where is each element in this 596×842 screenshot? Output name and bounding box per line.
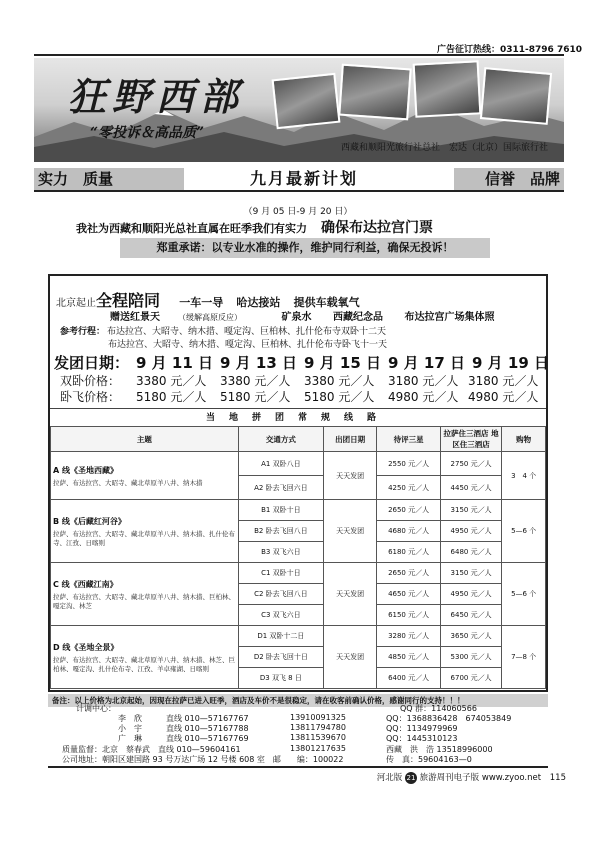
gift-label: 赠送红景天 [110,312,160,323]
table-row [51,500,546,521]
company-address: 公司地址：朝阳区建国路 93 号万达广场 12 号楼 608 室 邮 编：100022 [62,755,344,764]
col-3star: 待评三星 [377,427,440,452]
route-description: 拉萨、布达拉宫、大昭寺、藏北草原羊八井、纳木措、扎什伦布寺、江孜、日喀则 [53,529,235,547]
transport-cell: D2 卧去飞回十日 [238,647,323,668]
claim-text: 我社为西藏和顺阳光总社直属在旺季我们有实力 [76,222,307,235]
transport-cell: D1 双卧十二日 [238,626,323,647]
ref-text-1: 布达拉宫、大昭寺、纳木措、嘎定沟、巨柏林、扎什伦布寺双卧十二天 [107,327,387,337]
contact-name: 广 琳 [118,734,142,743]
page-footer [377,771,566,784]
feature-3: 提供车载氧气 [293,296,360,309]
table-header-row [51,427,546,452]
quality-supervisor: 质量监督：北京 蔡春武 直线 010—59604161 [62,745,241,754]
price-3star-cell: 3280 元／人 [377,626,440,647]
transport-cell: B3 双飞六日 [238,542,323,563]
agency-names: 西藏和顺阳光旅行社总社 宏达（北京）国际旅行社 [340,143,548,153]
top-divider [34,54,564,56]
date-cell: 9 月 19 日 [472,354,549,372]
date-range: （9 月 05 日-9 月 20 日） [243,207,353,217]
route-name: D 线《圣地全景》 [53,642,119,652]
contact-tel: 直线 010—57167767 [166,714,249,723]
sleeper-flight-prices [60,388,544,405]
tour-start: 北京起止 [56,298,96,309]
fax: 传 真：59604163—0 [386,755,472,764]
price-3star-cell: 4680 元／人 [377,521,440,542]
route-description: 拉萨、布达拉宫、大昭寺、藏北草原羊八井、纳木措、林芝、巨柏林、嘎定沟、扎什伦布寺、江孜、羊卓雍湖、日喀则 [53,655,235,673]
brand-title: 狂野西部 [68,74,245,119]
contact-name: 小 宇 [118,724,142,733]
tibet-contact: 西藏 洪 浩 13518996000 [386,745,493,754]
price-cell: 3180 元／人 [468,374,539,388]
banner [34,58,564,162]
bottom-divider [48,766,548,768]
double-sleeper-prices [60,372,544,389]
price-3star-cell: 4250 元／人 [377,476,440,500]
price-hotel-cell: 6450 元／人 [440,605,501,626]
center-label: 计调中心： [76,704,116,713]
price-hotel-cell: 4950 元／人 [440,584,501,605]
contact-tel: 直线 010—57167769 [166,734,249,743]
ad-hotline: 广告征订热线：0311-8796 7610 [436,45,582,55]
price-3star-cell: 6400 元／人 [377,668,440,689]
header-left: 实力 质量 [34,168,184,190]
ref-label: 参考行程： [60,327,106,337]
route-theme-cell [51,563,239,626]
route-theme-cell [51,626,239,689]
route-description: 拉萨、布达拉宫、大昭寺、藏北草原羊八井、纳木措 [53,478,203,487]
tour-name: 全程陪同 [96,291,161,310]
photo-2 [338,64,411,121]
page-title: 九月最新计划 [249,169,358,188]
price-cell: 5180 元／人 [220,390,291,404]
route-theme-cell [51,500,239,563]
route-theme-cell [51,452,239,500]
footer-url: www.zyoo.net [481,773,542,783]
contact-tel: 直线 010—57167788 [166,724,249,733]
routes-table [50,426,546,689]
route-description: 拉萨、布达拉宫、大昭寺、藏北草原羊八井、纳木措、巨柏林、嘎定沟、林芝 [53,592,235,610]
price-cell: 3380 元／人 [136,374,207,388]
note-bar: 备注：以上价格为北京起始，因现在拉萨已进入旺季，酒店及车价不是很稳定，请在收客前确认价格，感谢同行的支持！！！ [48,694,548,707]
routes-table-title: 当地拼团常规线路 [50,408,546,426]
featured-tour [50,276,549,408]
price-cell: 5180 元／人 [304,390,375,404]
contact-mobile: 13811794780 [290,723,346,732]
departure-cell: 天天发团 [323,563,376,626]
shopping-cell: 5—6 个 [502,500,546,563]
gift-4: 布达拉宫广场集体照 [404,312,495,323]
departure-cell: 天天发团 [323,626,376,689]
footer-publication: 旅游周刊电子版 [419,773,480,783]
flight-label: 卧飞价格： [60,390,121,404]
price-3star-cell: 2550 元／人 [377,452,440,476]
tour-box [48,274,548,692]
col-theme: 主题 [51,427,239,452]
price-hotel-cell: 3650 元／人 [440,626,501,647]
badge-icon: 21 [406,773,416,782]
col-shopping: 购物 [502,427,546,452]
page-number: 115 [549,773,566,783]
route-name: C 线《西藏江南》 [53,579,118,589]
price-cell: 3380 元／人 [220,374,291,388]
contact-qq: QQ：1445310123 [386,734,458,743]
price-hotel-cell: 3150 元／人 [440,500,501,521]
gift-note: （缓解高原反应） [178,313,242,322]
dates-label: 发团日期： [54,354,130,372]
photo-collage [274,62,554,134]
table-row [51,626,546,647]
date-cell: 9 月 11 日 [136,354,213,372]
price-hotel-cell: 6480 元／人 [440,542,501,563]
transport-cell: B2 卧去飞回八日 [238,521,323,542]
price-3star-cell: 4650 元／人 [377,584,440,605]
price-cell: 5180 元／人 [136,390,207,404]
ref-itinerary-2: 布达拉宫、大昭寺、纳木措、嘎定沟、巨柏林、扎什伦布寺卧飞十一天 [108,340,388,350]
route-name: A 线《圣地西藏》 [53,465,118,475]
contact-mobile: 13910091325 [290,713,346,722]
transport-cell: B1 双卧十日 [238,500,323,521]
date-cell: 9 月 13 日 [220,354,297,372]
feature-1: 一车一导 [179,296,224,309]
contact-qq: QQ：1368836428 674053849 [386,714,512,723]
price-hotel-cell: 6700 元／人 [440,668,501,689]
price-3star-cell: 2650 元／人 [377,500,440,521]
transport-cell: D3 双飞 8 日 [238,668,323,689]
price-cell: 4980 元／人 [388,390,459,404]
transport-cell: C1 双卧十日 [238,563,323,584]
date-cell: 9 月 15 日 [304,354,381,372]
contact-qq: QQ：1134979969 [386,724,458,733]
shopping-cell: 5—6 个 [502,563,546,626]
price-3star-cell: 6150 元／人 [377,605,440,626]
claim-highlight: 确保布达拉宫门票 [321,220,433,236]
table-row [51,452,546,476]
transport-cell: C3 双飞六日 [238,605,323,626]
photo-1 [272,73,341,129]
route-name: B 线《后藏红河谷》 [53,516,126,526]
departure-dates [54,352,549,373]
price-hotel-cell: 4950 元／人 [440,521,501,542]
price-3star-cell: 2650 元／人 [377,563,440,584]
supervisor-mobile: 13801217635 [290,744,346,753]
price-cell: 3380 元／人 [304,374,375,388]
price-3star-cell: 6180 元／人 [377,542,440,563]
photo-4 [480,67,552,125]
feature-2: 哈达接站 [236,296,281,309]
table-row [51,563,546,584]
shopping-cell: 7—8 个 [502,626,546,689]
col-hotel: 拉萨住三酒店 地区住三酒店 [440,427,501,452]
transport-cell: A2 卧去飞回六日 [238,476,323,500]
gift-3: 西藏纪念品 [332,312,383,323]
promise-banner: 郑重承诺：以专业水准的操作，维护同行利益，确保无投诉！ [120,238,490,258]
qq-group: QQ 群：114060566 [400,704,477,713]
contact-mobile: 13811539670 [290,733,346,742]
col-transport: 交通方式 [238,427,323,452]
price-hotel-cell: 2750 元／人 [440,452,501,476]
price-hotel-cell: 5300 元／人 [440,647,501,668]
claim-row [76,217,546,237]
header-bar [34,166,564,192]
gifts-row [110,308,512,323]
header-right: 信誉 品牌 [454,168,564,190]
transport-cell: A1 双卧八日 [238,452,323,476]
gift-2: 矿泉水 [281,312,312,323]
slogan: “零投诉＆高品质” [90,125,205,141]
price-hotel-cell: 3150 元／人 [440,563,501,584]
footer-region: 河北版 [376,773,403,783]
photo-3 [413,60,482,117]
transport-cell: C2 卧去飞回八日 [238,584,323,605]
departure-cell: 天天发团 [323,452,376,500]
departure-cell: 天天发团 [323,500,376,563]
price-cell: 3180 元／人 [388,374,459,388]
date-cell: 9 月 17 日 [388,354,465,372]
price-cell: 4980 元／人 [468,390,539,404]
double-label: 双卧价格： [60,374,121,388]
shopping-cell: 3 4 个 [502,452,546,500]
ref-itinerary-1 [60,324,386,337]
contact-name: 李 欣 [118,714,142,723]
price-3star-cell: 4850 元／人 [377,647,440,668]
col-date: 出团日期 [323,427,376,452]
price-hotel-cell: 4450 元／人 [440,476,501,500]
